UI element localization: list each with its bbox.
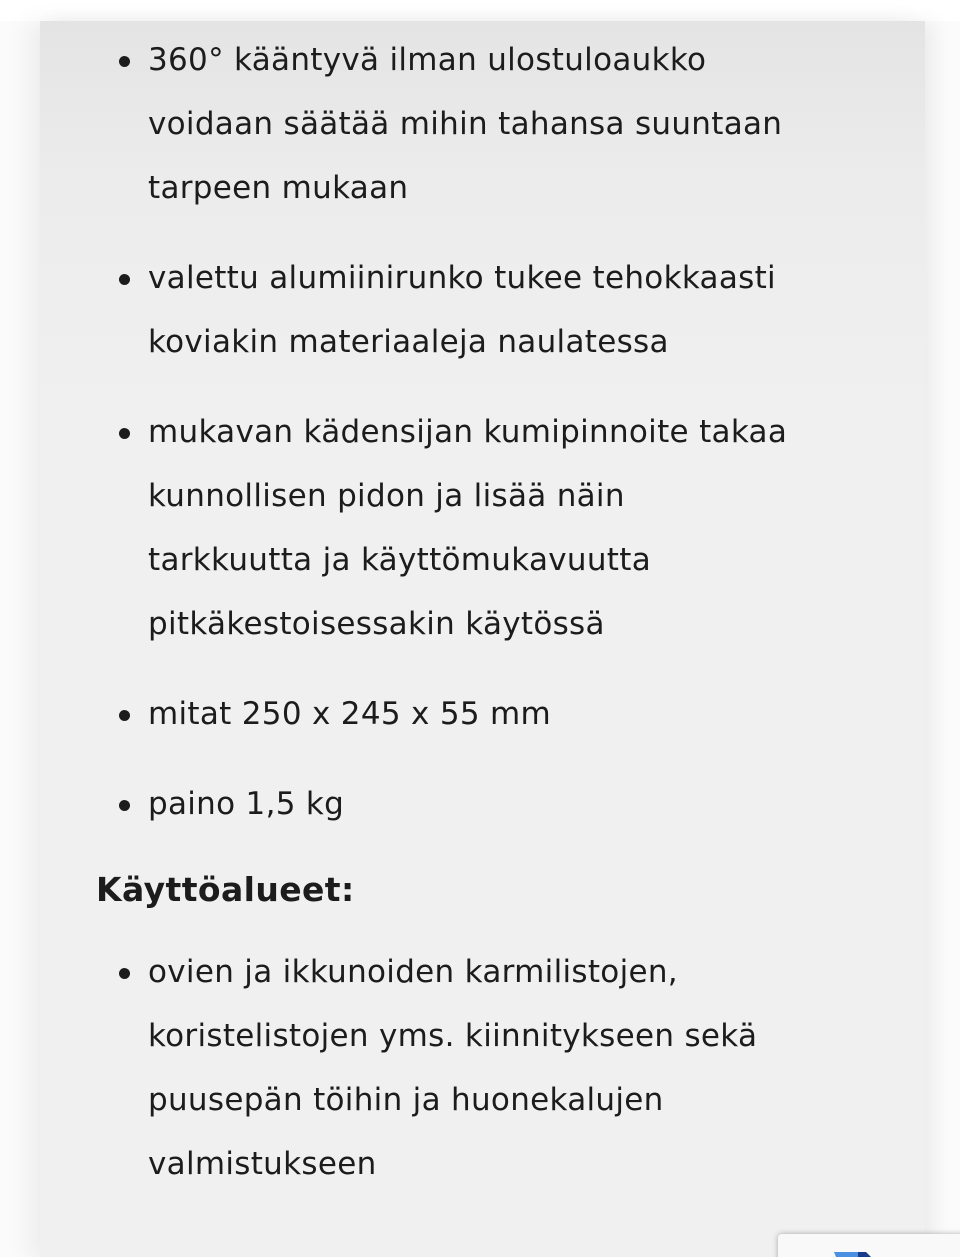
product-description-content xyxy=(96,28,916,1222)
usage-text-line: koristelistojen yms. kiinnitykseen sekä xyxy=(148,1018,758,1054)
recaptcha-badge[interactable] xyxy=(778,1234,960,1257)
feature-text-line: tarpeen mukaan xyxy=(148,170,409,206)
bullet-icon xyxy=(119,800,130,811)
usage-item xyxy=(96,940,916,1196)
feature-text-line: pitkäkestoisessakin käytössä xyxy=(148,606,605,642)
product-description-panel xyxy=(40,21,925,1257)
usage-text-line: ovien ja ikkunoiden karmilistojen, xyxy=(148,954,678,990)
usage-list xyxy=(96,940,916,1196)
bullet-icon xyxy=(119,710,130,721)
usage-text-line: puusepän töihin ja huonekalujen xyxy=(148,1082,664,1118)
usage-heading: Käyttöalueet: xyxy=(96,870,355,909)
feature-text-line: 360° kääntyvä ilman ulostuloaukko xyxy=(148,42,707,78)
recaptcha-icon xyxy=(830,1250,878,1257)
feature-item-swivel xyxy=(96,28,916,220)
bullet-icon xyxy=(119,274,130,285)
feature-text-line: kunnollisen pidon ja lisää näin xyxy=(148,478,625,514)
bullet-icon xyxy=(119,56,130,67)
feature-item-weight xyxy=(96,772,916,836)
feature-text-line: mitat 250 x 245 x 55 mm xyxy=(148,696,552,732)
feature-text-line: valettu alumiinirunko tukee tehokkaasti xyxy=(148,260,776,296)
feature-item-dimensions xyxy=(96,682,916,746)
feature-list xyxy=(96,28,916,836)
feature-text-line: paino 1,5 kg xyxy=(148,786,345,822)
bullet-icon xyxy=(119,968,130,979)
feature-text-line: voidaan säätää mihin tahansa suuntaan xyxy=(148,106,783,142)
bullet-icon xyxy=(119,428,130,439)
feature-item-aluminium-body xyxy=(96,246,916,374)
feature-text-line: tarkkuutta ja käyttömukavuutta xyxy=(148,542,651,578)
feature-text-line: koviakin materiaaleja naulatessa xyxy=(148,324,669,360)
feature-item-grip xyxy=(96,400,916,656)
top-strip xyxy=(0,0,960,21)
usage-text-line: valmistukseen xyxy=(148,1146,377,1182)
feature-text-line: mukavan kädensijan kumipinnoite takaa xyxy=(148,414,788,450)
